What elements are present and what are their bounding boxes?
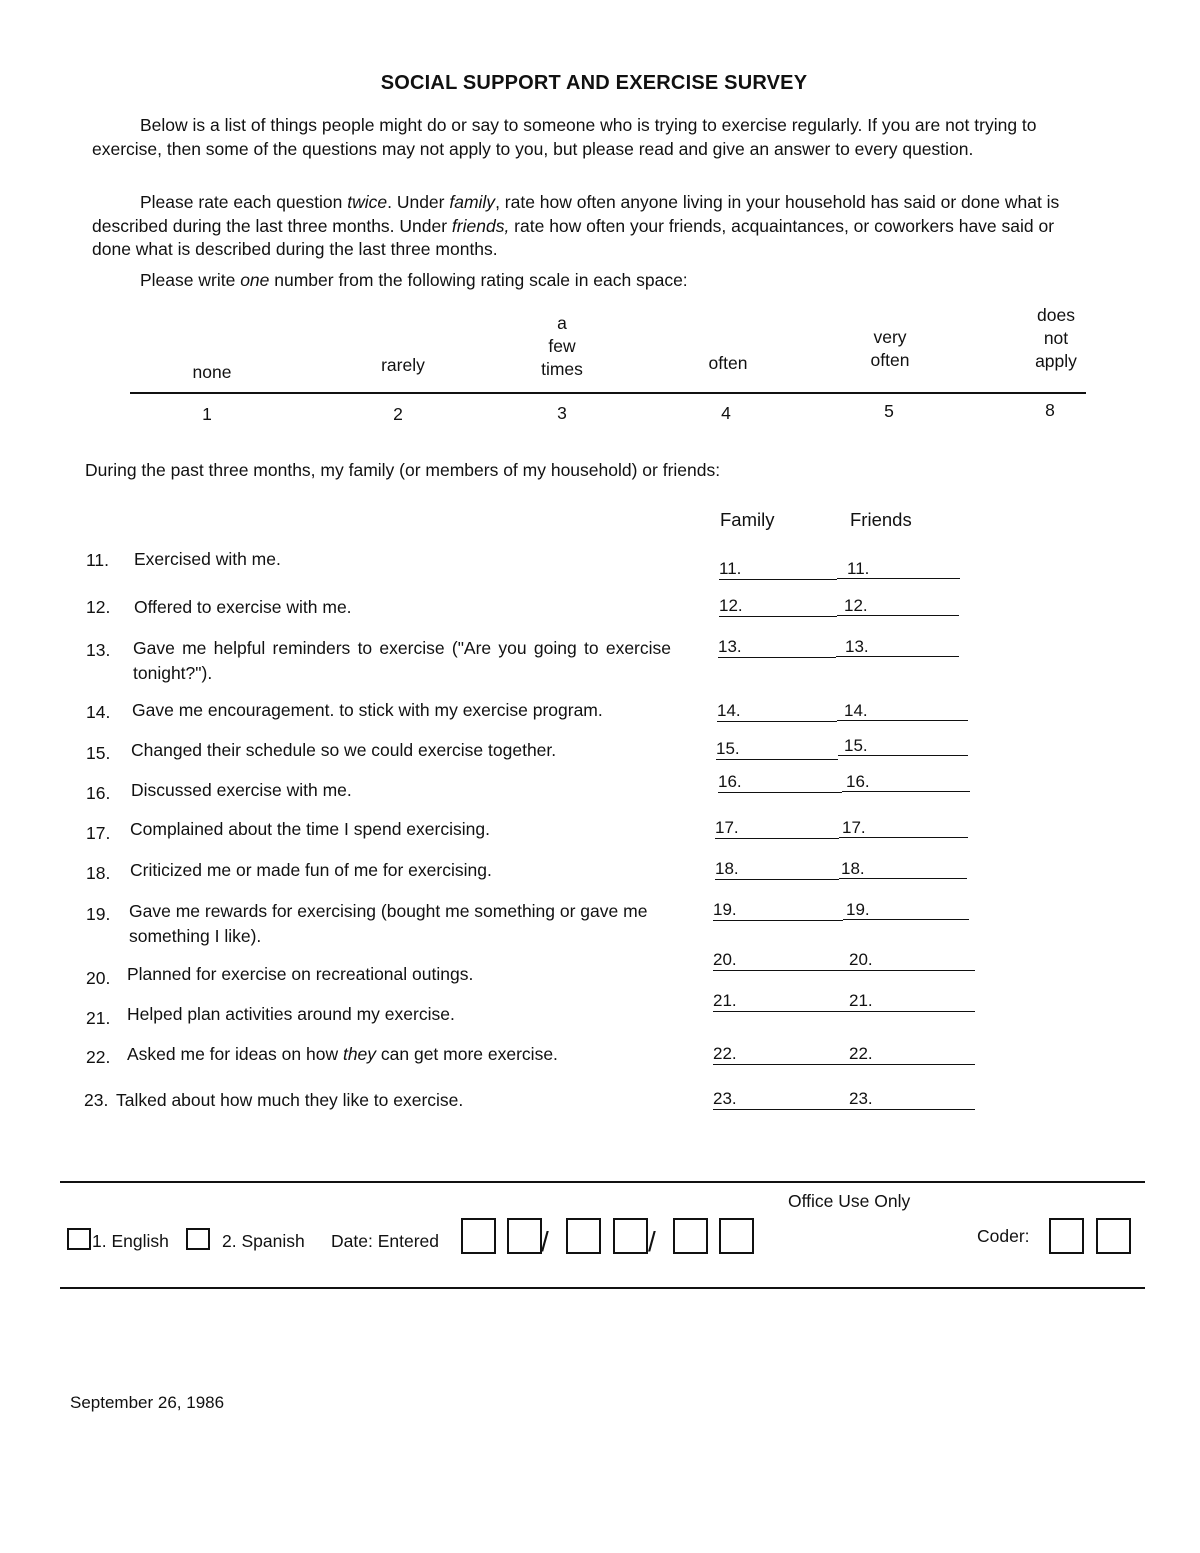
intro-text-1: Below is a list of things people might do or say to someone who is trying to exercise regularly. If you are not trying to exercise, then some of the questions may not apply to you, but please read and give an answer to every question.	[92, 115, 1037, 159]
date-day-digit-2[interactable]	[613, 1218, 648, 1254]
spanish-checkbox[interactable]	[186, 1228, 210, 1250]
friends-answer-field[interactable]: 12.	[837, 596, 959, 616]
question-text-part: can get more exercise.	[376, 1044, 558, 1064]
question-text: Gave me encouragement. to stick with my exercise program.	[132, 700, 603, 720]
office-bottom-rule	[60, 1287, 1145, 1289]
scale-label-often: often	[708, 353, 748, 373]
scale-label-rarely: rarely	[381, 355, 425, 375]
intro-text-2c: , rate how often anyone living in your household has said or done what is described during the last three months. Under	[92, 192, 1060, 236]
scale-value-2: 2	[393, 404, 403, 424]
scale-value-4: 4	[721, 403, 731, 423]
office-top-rule	[60, 1181, 1145, 1183]
question-number: 13.	[86, 640, 111, 660]
question-text: Gave me helpful reminders to exercise ("Are you going to exercise tonight?").	[133, 638, 671, 683]
question-number: 16.	[86, 783, 111, 803]
family-answer-field[interactable]: 20.	[713, 950, 849, 971]
scale-label-very-often: very often	[870, 327, 910, 370]
family-answer-field[interactable]: 19.	[713, 900, 843, 921]
friends-answer-field[interactable]: 13.	[836, 637, 959, 657]
scale-value-1: 1	[202, 404, 212, 424]
english-label: 1. English	[92, 1231, 169, 1251]
family-answer-field[interactable]: 23.	[713, 1089, 849, 1110]
date-month-digit-2[interactable]	[507, 1218, 542, 1254]
scale-value-8: 8	[1045, 400, 1055, 420]
family-answer-field[interactable]: 21.	[713, 991, 849, 1012]
question-text: Offered to exercise with me.	[134, 597, 352, 617]
scale-value-3: 3	[557, 403, 567, 423]
column-family: Family	[720, 509, 775, 530]
intro-text-2a: Please rate each question	[140, 192, 348, 212]
question-text	[127, 1042, 669, 1067]
office-use-heading: Office Use Only	[788, 1191, 911, 1211]
scale-label-a-few-times: a few times	[541, 313, 583, 379]
family-answer-field[interactable]: 16.	[718, 772, 842, 793]
question-number: 14.	[86, 702, 111, 722]
intro-family: family	[449, 192, 496, 212]
scale-value-5: 5	[884, 401, 894, 421]
page-title: SOCIAL SUPPORT AND EXERCISE SURVEY	[380, 72, 808, 94]
family-answer-field[interactable]: 15.	[716, 739, 838, 760]
question-number: 23.	[84, 1090, 109, 1110]
intro-paragraph-1	[92, 114, 1082, 161]
date-separator: /	[541, 1226, 549, 1257]
question-text-part: Asked me for ideas on how	[127, 1044, 343, 1064]
intro-text-3a: Please write	[140, 270, 241, 290]
intro-friends: friends,	[451, 215, 510, 236]
question-text: Helped plan activities around my exercise.	[127, 1004, 455, 1024]
question-number: 22.	[86, 1047, 111, 1067]
family-answer-field[interactable]: 14.	[717, 701, 837, 722]
intro-twice: twice	[347, 192, 388, 212]
intro-text-2d: rate how often your friends, acquaintances, or coworkers have said or done what is described during the last three months.	[92, 215, 1055, 259]
question-text: Changed their schedule so we could exercise together.	[131, 740, 557, 760]
footer-date: September 26, 1986	[70, 1393, 225, 1412]
friends-answer-field[interactable]: 23.	[849, 1089, 975, 1110]
column-friends: Friends	[850, 509, 912, 530]
question-text: Gave me rewards for exercising (bought me something or gave me something I like).	[129, 901, 648, 946]
friends-answer-field[interactable]: 16.	[842, 772, 970, 792]
friends-answer-field[interactable]: 14.	[837, 701, 968, 721]
question-number: 12.	[86, 597, 111, 617]
date-day-digit-1[interactable]	[566, 1218, 601, 1254]
friends-answer-field[interactable]: 17.	[839, 818, 968, 838]
scale-label-none: none	[192, 362, 232, 382]
question-number: 21.	[86, 1008, 111, 1028]
question-number: 18.	[86, 863, 111, 883]
friends-answer-field[interactable]: 11.	[837, 559, 960, 579]
friends-answer-field[interactable]: 22.	[849, 1044, 975, 1065]
questions-lead: During the past three months, my family (or members of my household) or friends:	[85, 460, 721, 480]
question-text: Discussed exercise with me.	[131, 780, 352, 800]
spanish-label: 2. Spanish	[222, 1231, 305, 1251]
family-answer-field[interactable]: 12.	[719, 596, 837, 617]
intro-text-2b: . Under	[387, 192, 450, 212]
date-year-digit-2[interactable]	[719, 1218, 754, 1254]
question-number: 15.	[86, 743, 111, 763]
intro-one: one	[240, 270, 270, 290]
friends-answer-field[interactable]: 18.	[839, 859, 967, 879]
question-text: Complained about the time I spend exercising.	[130, 819, 490, 839]
scale-divider	[130, 392, 1086, 394]
scale-label-does-not-apply: does not apply	[1035, 305, 1077, 371]
family-answer-field[interactable]: 17.	[715, 818, 839, 839]
question-text-they: they	[342, 1044, 377, 1064]
date-separator: /	[648, 1226, 656, 1257]
question-number: 20.	[86, 968, 111, 988]
coder-digit-1[interactable]	[1049, 1218, 1084, 1254]
date-month-digit-1[interactable]	[461, 1218, 496, 1254]
question-text: Criticized me or made fun of me for exercising.	[130, 860, 492, 880]
family-answer-field[interactable]: 22.	[713, 1044, 849, 1065]
intro-paragraph-2	[92, 191, 1082, 262]
family-answer-field[interactable]: 13.	[718, 637, 836, 658]
coder-label: Coder:	[977, 1226, 1030, 1246]
question-text: Exercised with me.	[134, 549, 281, 569]
date-entered-label: Date: Entered	[331, 1231, 439, 1251]
friends-answer-field[interactable]: 15.	[838, 736, 968, 756]
friends-answer-field[interactable]: 19.	[843, 900, 969, 920]
question-number: 19.	[86, 904, 111, 924]
intro-paragraph-3	[92, 269, 1082, 293]
english-checkbox[interactable]	[67, 1228, 91, 1250]
question-text: Planned for exercise on recreational outings.	[127, 964, 474, 984]
intro-text-3b: number from the following rating scale in each space:	[269, 270, 688, 290]
question-number: 17.	[86, 823, 111, 843]
coder-digit-2[interactable]	[1096, 1218, 1131, 1254]
friends-answer-field[interactable]: 21.	[849, 991, 975, 1012]
date-year-digit-1[interactable]	[673, 1218, 708, 1254]
family-answer-field[interactable]: 18.	[715, 859, 839, 880]
question-number: 11.	[86, 550, 110, 570]
family-answer-field[interactable]: 11.	[719, 559, 837, 580]
friends-answer-field[interactable]: 20.	[849, 950, 975, 971]
question-text: Talked about how much they like to exercise.	[116, 1090, 464, 1110]
